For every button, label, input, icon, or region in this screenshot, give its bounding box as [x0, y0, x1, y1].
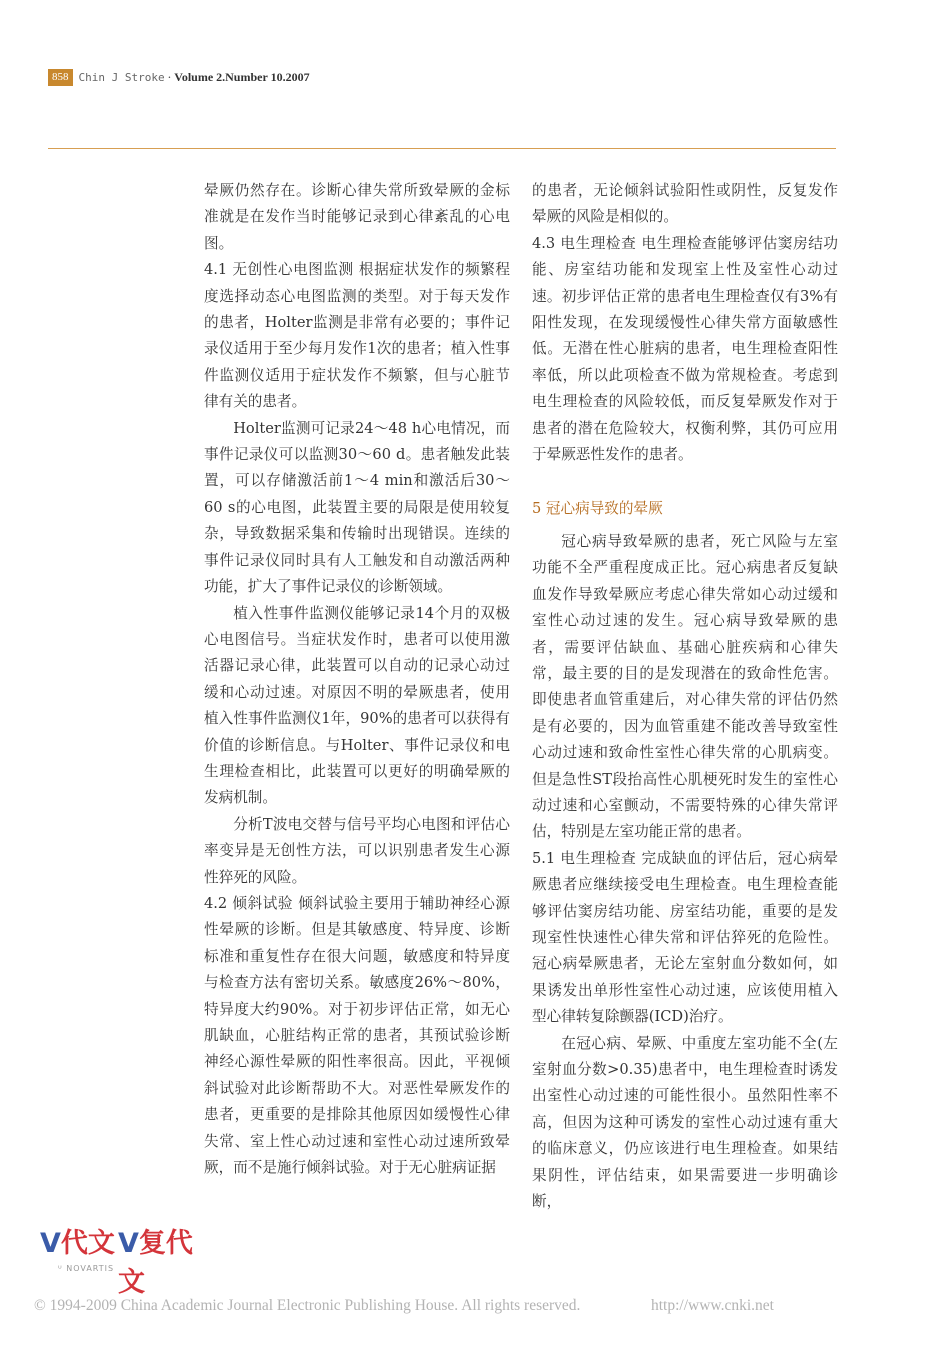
paragraph: 植入性事件监测仪能够记录14个月的双极心电图信号。当症状发作时，患者可以使用激活器记录心律，此装置可以自动的记录心动过缓和心动过速。对原因不明的晕厥患者，使用植入性事件监测仪1年，90%的患者可以获得有价值的诊断信息。与Holter、事件记录仪和电生理检查相比，此装置可以更好的明确晕厥的发病机制。 — [204, 604, 510, 807]
paragraph: Holter监测可记录24～48 h心电情况，而事件记录仪可以监测30～60 d。患者触发此装置，可以存储激活前1～4 min和激活后30～60 s的心电图，此装置主要的局限是使用较复杂，导致数据采集和传输时出现错误。连续的事件记录仪同时具有人工触发和自动激活两种功能，扩大了事件记录仪的诊断领域。 — [204, 419, 510, 596]
copyright-notice: © 1994-2009 China Academic Journal Electronic Publishing House. All rights reserved. — [34, 1297, 581, 1314]
paragraph: 的患者，无论倾斜试验阳性或阴性，反复发作晕厥的风险是相似的。 — [532, 182, 838, 226]
cnki-url[interactable]: http://www.cnki.net — [651, 1297, 774, 1314]
sponsor-logo — [38, 1212, 218, 1298]
section-4-1: 4.1 无创性心电图监测 根据症状发作的频繁程度选择动态心电图监测的类型。对于每天发作的患者，Holter监测是非常有必要的；事件记录仪适用于至少每月发作1次的患者；植入性事件监测仪适用于症状发作不频繁，但与心脏节律有关的患者。 — [204, 261, 510, 411]
running-header — [48, 68, 310, 86]
section-4-2: 4.2 倾斜试验 倾斜试验主要用于辅助神经心源性晕厥的诊断。但是其敏感度、特异度、诊断标准和重复性存在很大问题，敏感度和特异度与检查方法有密切关系。敏感度26%～80%，特异度大约90%。对于初步评估正常，如无心肌缺血，心脏结构正常的患者，其预试验诊断神经心源性晕厥的阳性率很高。因此，平视倾斜试验对此诊断帮助不大。对恶性晕厥发作的患者，更重要的是排除其他原因如缓慢性心律失常、室上性心动过速和室性心动过速所致晕厥，而不是施行倾斜试验。对于无心脏病证据 — [204, 894, 510, 1177]
journal-abbrev: Chin J Stroke — [78, 70, 165, 84]
paragraph: 晕厥仍然存在。诊断心律失常所致晕厥的金标准就是在发作当时能够记录到心律紊乱的心电图。 — [204, 182, 510, 252]
paragraph: 冠心病导致晕厥的患者，死亡风险与左室功能不全严重程度成正比。冠心病患者反复缺血发作导致晕厥应考虑心律失常如心动过缓和室性心动过速的发生。冠心病导致晕厥的患者，需要评估缺血、基础心脏疾病和心律失常，最主要的目的是发现潜在的致命性危害。即使患者血管重建后，对心律失常的评估仍然是有必要的，因为血管重建不能改善导致室性心动过速和致命性室性心律失常的心肌病变。但是急性ST段抬高性心肌梗死时发生的室性心动过速和心室颤动，不需要特殊的心律失常评估，特别是左室功能正常的患者。 — [532, 532, 838, 841]
logo-diovan: V代文 — [40, 1228, 115, 1259]
header-rule — [48, 148, 836, 149]
logo-co-diovan: V复代文 — [118, 1228, 193, 1298]
section-4-3: 4.3 电生理检查 电生理检查能够评估窦房结功能、房室结功能和发现室上性及室性心动过速。初步评估正常的患者电生理检查仅有3%有阳性发现，在发现缓慢性心律失常方面敏感性低。无潜在性心脏病的患者，电生理检查阳性率低，所以此项检查不做为常规检查。考虑到电生理检查的风险较低，而反复晕厥发作对于患者的潜在危险较大，权衡利弊，其仍可应用于晕厥恶性发作的患者。 — [532, 234, 838, 464]
section-heading-5: 5 冠心病导致的晕厥 — [532, 500, 663, 518]
novartis-logo: ᵁ NOVARTIS — [58, 1264, 115, 1273]
left-column — [204, 178, 510, 1181]
header-separator: · — [167, 70, 172, 84]
page-number: 858 — [48, 69, 73, 86]
paragraph: 分析T波电交替与信号平均心电图和评估心率变异是无创性方法，可以识别患者发生心源性猝死的风险。 — [204, 815, 510, 886]
section-5-1: 5.1 电生理检查 完成缺血的评估后，冠心病晕厥患者应继续接受电生理检查。电生理检查能够评估窦房结功能、房室结功能，重要的是发现室性快速性心律失常和评估猝死的危险性。冠心病晕厥患者，无论左室射血分数如何，如果诱发出单形性室性心动过速，应该使用植入型心律转复除颤器(ICD)治疗。 — [532, 849, 838, 1026]
paragraph: 在冠心病、晕厥、中重度左室功能不全(左室射血分数>0.35)患者中，电生理检查时诱发出室性心动过速的可能性很小。虽然阳性率不高，但因为这种可诱发的室性心动过速有重大的临床意义，仍应该进行电生理检查。如果结果阴性，评估结束，如果需要进一步明确诊断， — [532, 1034, 838, 1211]
volume-info: Volume 2.Number 10.2007 — [174, 69, 310, 84]
right-column — [532, 178, 838, 1215]
